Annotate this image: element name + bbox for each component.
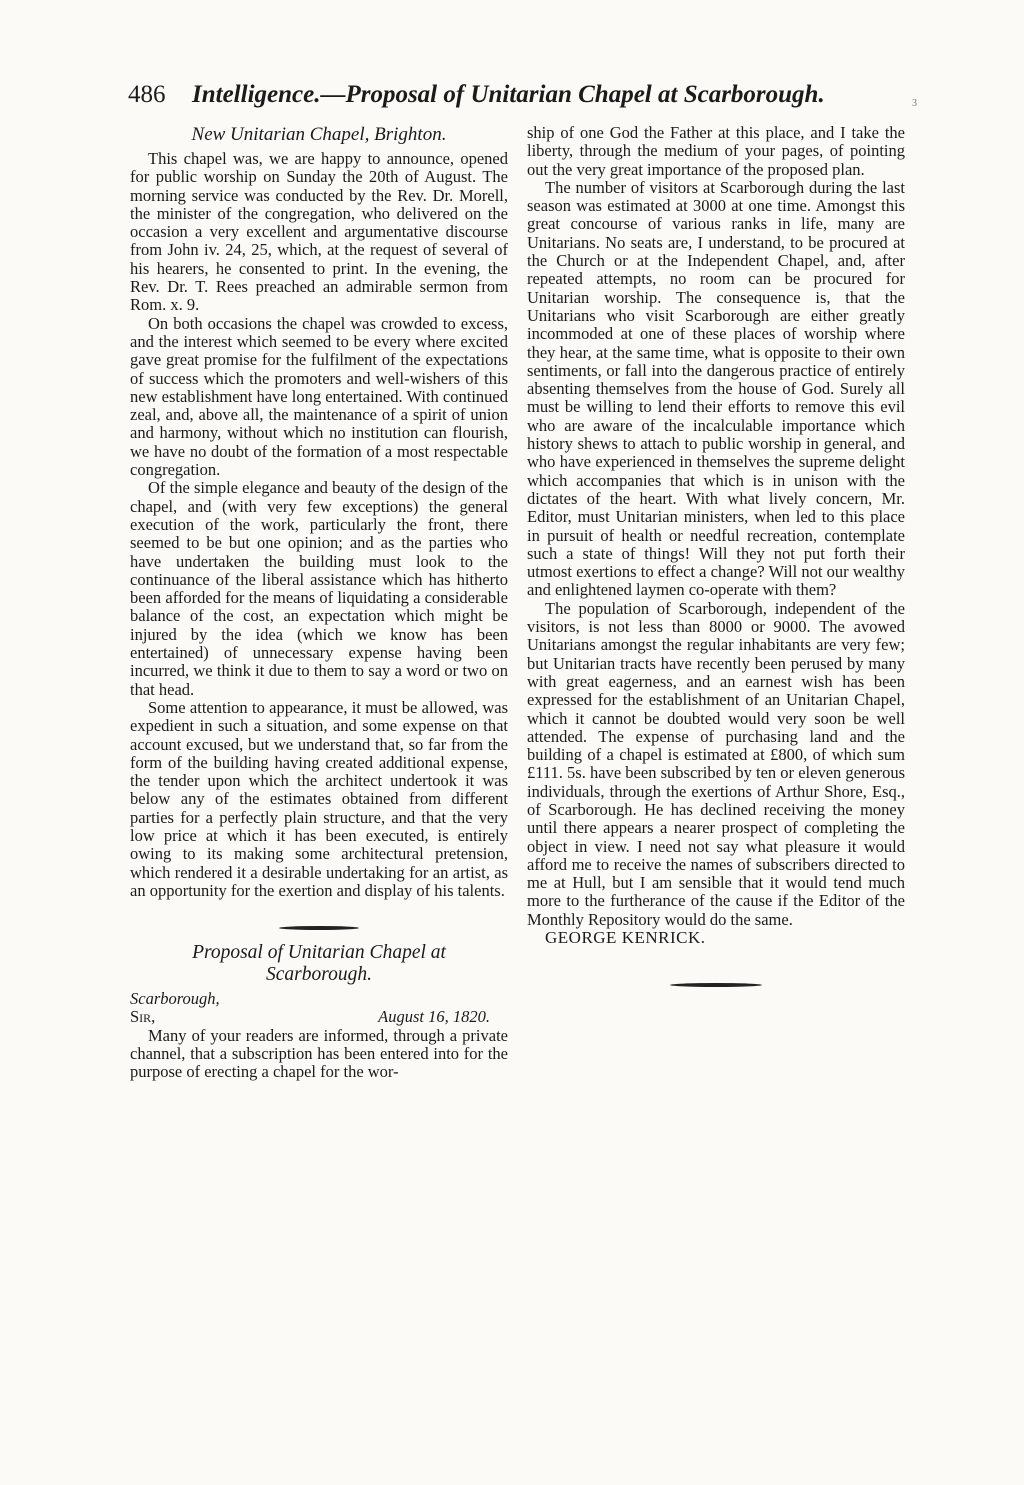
- left-column: [130, 124, 508, 1082]
- salutation-line: [130, 1008, 508, 1026]
- article-title-scarborough: [130, 942, 508, 986]
- article-title-line-2: Scarborough.: [266, 964, 372, 986]
- paragraph: The population of Scarborough, independent of the visitors, is not less than 8000 or 9000. The avowed Unitarians amongst the regular inhabitants are very few; but Unitarian tracts have recently been perused by many with great eagerness, and an earnest wish has been expressed for the establishment of an Unitarian Chapel, which it cannot be doubted would very soon be well attended. The expense of purchasing land and the building of a chapel is estimated at £800, of which sum £111. 5s. have been subscribed by ten or eleven generous individuals, through the exertions of Arthur Shore, Esq., of Scarborough. He has declined receiving the money until there appears a nearer prospect of completing the object in view. I need not say what pleasure it would afford me to receive the names of subscribers directed to me at Hull, but I am sensible that it would tend much more to the furtherance of the cause if the Editor of the Monthly Repository would do the same.: [527, 598, 905, 929]
- article-title-brighton: New Unitarian Chapel, Brighton.: [191, 124, 447, 145]
- running-head: [128, 80, 918, 110]
- paragraph: Many of your readers are informed, through a private channel, that a subscription has been entered into for the purpose of erecting a chapel for the wor-: [130, 1025, 508, 1082]
- right-column: [527, 124, 905, 987]
- salutation: Sir,: [130, 1007, 156, 1027]
- section-divider: [279, 926, 359, 930]
- page-number: 486: [128, 81, 166, 108]
- article-title-line-1: Proposal of Unitarian Chapel at: [192, 942, 446, 964]
- paragraph: On both occasions the chapel was crowded to excess, and the interest which seemed to be every where excited gave great promise for the fulfilment of the expectations of success which the promoters and well-wishers of this new establishment have long entertained. With continued zeal, and, above all, the maintenance of a spirit of union and harmony, without which no institution can flourish, we have no doubt of the formation of a most respectable congregation.: [130, 313, 508, 480]
- paragraph: This chapel was, we are happy to announce, opened for public worship on Sunday the 20th of August. The morning service was conducted by the Rev. Dr. Morell, the minister of the congregation, who delivered on the occasion a very excellent and argumentative discourse from John iv. 24, 25, which, at the request of several of his hearers, he consented to print. In the evening, the Rev. Dr. T. Rees preached an admirable sermon from Rom. x. 9.: [130, 149, 508, 315]
- paragraph: The number of visitors at Scarborough during the last season was estimated at 3000 at one time. Amongst this great concourse of various ranks in life, many are Unitarians. No seats are, I understand, to be procured at the Church or at the Independent Chapel, and, after repeated attempts, no room can be procured for Unitarian worship. The consequence is, that the Unitarians who visit Scarborough are either greatly incommoded at one of these places of worship where they hear, at the same time, what is opposite to their own sentiments, or fall into the dangerous practice of entirely absenting themselves from the house of God. Surely all must be willing to lend their efforts to remove this evil who are aware of the incalculable importance which history shews to attach to public worship in general, and who have experienced in themselves the supreme delight which accompanies that which is in unison with the dictates of the heart. With what lively concern, Mr. Editor, must Unitarian ministers, when led to this place in pursuit of health or needful recreation, contemplate such a state of things! Will they not put forth their utmost exertions to effect a change? Will not our wealthy and enlightened laymen co-operate with them?: [527, 177, 905, 600]
- running-title: Intelligence.—Proposal of Unitarian Chapel at Scarborough.: [192, 81, 825, 108]
- paragraph: Some attention to appearance, it must be allowed, was expedient in such a situation, and some expense on that account excused, but we understand that, so far from the form of the building having created additional expense, the tender upon which the architect undertook it was below any of the estimates obtained from different parties for a perfectly plain structure, and that the very low price at which it has been executed, is entirely owing to its making some architectural pretension, which rendered it a desirable undertaking for an artist, as an opportunity for the exertion and display of his talents.: [130, 697, 508, 900]
- paragraph-continuation: ship of one God the Father at this place, and I take the liberty, through the medium of your pages, of pointing out the very great importance of the proposed plan.: [527, 123, 905, 179]
- stray-mark: 3: [912, 98, 917, 109]
- paragraph: Of the simple elegance and beauty of the design of the chapel, and (with very few exceptions) the general execution of the work, particularly the front, there seemed to be but one opinion; and as the parties who have undertaken the building must look to the continuance of the liberal assistance which has hitherto been afforded for the means of liquidating a considerable balance of the cost, an expectation which might be injured by the idea (which we know has been entertained) of unnecessary expense having been incurred, we think it due to them to say a word or two on that head.: [130, 478, 508, 699]
- dateline-date: August 16, 1820.: [378, 1007, 490, 1027]
- signature: GEORGE KENRICK.: [545, 928, 706, 948]
- end-divider: [670, 983, 762, 987]
- dateline-place: Scarborough,: [130, 989, 220, 1009]
